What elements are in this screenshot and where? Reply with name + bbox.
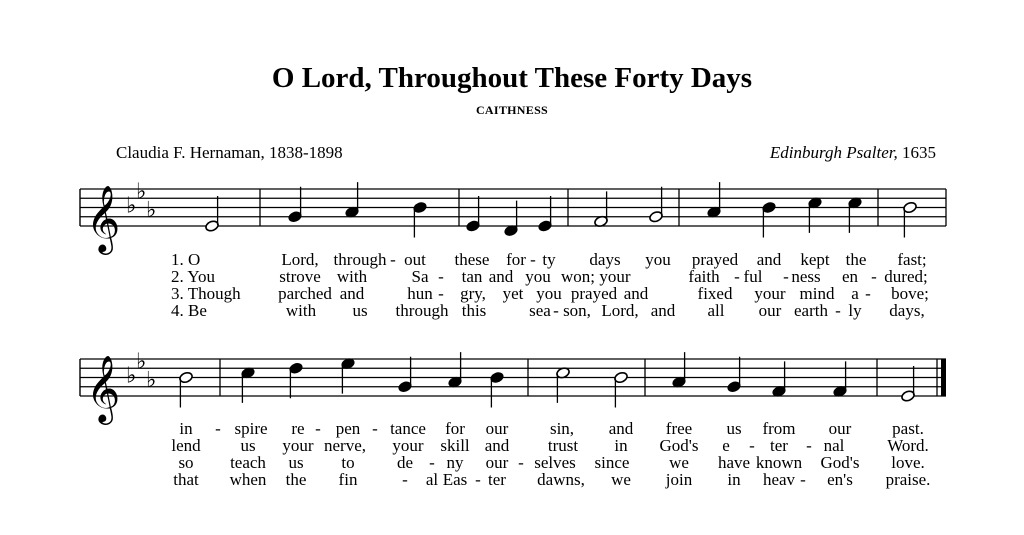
quarter-note: [833, 361, 848, 397]
lyric-syllable: teach: [230, 453, 266, 472]
lyric-syllable: our: [485, 453, 509, 472]
lyric-syllable: earth: [794, 301, 828, 320]
lyric-syllable: lend: [171, 436, 201, 455]
lyric-syllable: have: [717, 453, 751, 472]
lyric-syllable: gry,: [460, 284, 486, 303]
lyric-syllable: us: [240, 436, 256, 455]
flat-icon: ♭: [146, 198, 157, 224]
lyric-syllable: ness: [791, 267, 821, 286]
flat-icon: ♭: [136, 179, 147, 205]
lyric-syllable: fixed: [697, 284, 733, 303]
lyric-syllable: your: [282, 436, 314, 455]
lyric-syllable: and: [339, 284, 365, 303]
lyric-syllable: -: [315, 419, 321, 438]
lyric-syllable: you: [536, 284, 562, 303]
lyric-syllable: son,: [563, 301, 591, 320]
lyric-syllable: -: [475, 470, 481, 489]
lyric-syllable: past.: [892, 419, 924, 438]
lyric-syllable: prayed: [570, 284, 618, 303]
lyric-syllable: Lord,: [601, 301, 639, 320]
lyric-syllable: through: [333, 250, 387, 269]
lyric-syllable: kept: [800, 250, 830, 269]
quarter-note: [345, 182, 360, 218]
lyric-syllable: 2. You: [171, 267, 215, 286]
lyric-syllable: -: [871, 267, 877, 286]
flat-icon: ♭: [136, 349, 147, 375]
lyric-syllable: Eas: [442, 470, 468, 489]
lyric-syllable: dawns,: [537, 470, 585, 489]
quarter-note: [448, 352, 463, 388]
lyric-syllable: -: [806, 436, 812, 455]
lyric-syllable: Sa: [411, 267, 429, 286]
lyric-syllable: and: [608, 419, 634, 438]
lyric-syllable: prayed: [691, 250, 739, 269]
lyric-syllable: and: [650, 301, 676, 320]
lyric-syllable: won;: [561, 267, 595, 286]
lyric-syllable: -: [429, 453, 435, 472]
lyric-syllable: known: [755, 453, 803, 472]
lyric-syllable: Word.: [887, 436, 929, 455]
lyric-syllable: we: [611, 470, 631, 489]
quarter-note: [707, 182, 722, 218]
lyric-syllable: praise.: [885, 470, 931, 489]
lyric-syllable: all: [707, 301, 725, 320]
lyric-syllable: -: [835, 301, 841, 320]
lyric-syllable: heav: [762, 470, 796, 489]
lyric-syllable: your: [599, 267, 631, 286]
quarter-note: [538, 196, 553, 232]
half-note: [901, 366, 916, 402]
lyric-syllable: 1. O: [171, 250, 201, 269]
lyric-syllable: -: [372, 419, 378, 438]
lyric-syllable: tan: [461, 267, 483, 286]
lyric-syllable: dured;: [884, 267, 928, 286]
half-note: [205, 196, 220, 232]
lyric-syllable: you: [525, 267, 551, 286]
lyric-syllable: and: [484, 436, 510, 455]
lyric-syllable: with: [336, 267, 368, 286]
lyric-syllable: -: [438, 267, 444, 286]
lyric-syllable: and: [623, 284, 649, 303]
lyric-syllable: sea: [529, 301, 551, 320]
music-source-year: 1635: [902, 143, 936, 162]
lyric-syllable: our: [828, 419, 852, 438]
quarter-note: [848, 196, 863, 232]
lyric-syllable: the: [845, 250, 867, 269]
lyric-syllable: 3. Though: [171, 284, 241, 303]
lyric-syllable: mind: [799, 284, 835, 303]
lyric-syllable: you: [645, 250, 671, 269]
half-note: [903, 201, 918, 237]
lyric-syllable: skill: [440, 436, 470, 455]
lyric-syllable: -: [438, 284, 444, 303]
lyric-syllable: e: [722, 436, 730, 455]
treble-clef-icon: 𝄞: [86, 354, 121, 422]
lyric-syllable: -: [518, 453, 524, 472]
lyric-syllable: from: [762, 419, 796, 438]
lyric-syllable: -: [215, 419, 221, 438]
lyric-syllable: God's: [659, 436, 699, 455]
lyric-syllable: and: [488, 267, 514, 286]
lyric-syllable: -: [530, 250, 536, 269]
flat-icon: ♭: [126, 363, 137, 389]
lyric-syllable: that: [173, 470, 199, 489]
lyric-syllable: to: [341, 453, 355, 472]
lyric-syllable: fin: [338, 470, 358, 489]
staff-system-2: [80, 350, 946, 425]
lyric-syllable: -: [553, 301, 559, 320]
lyric-syllable: ter: [770, 436, 788, 455]
half-note: [649, 187, 664, 223]
lyric-syllable: in: [614, 436, 628, 455]
lyric-syllable: since: [594, 453, 630, 472]
lyric-syllable: and: [756, 250, 782, 269]
lyric-syllable: selves: [534, 453, 576, 472]
lyric-syllable: in: [727, 470, 741, 489]
flat-icon: ♭: [146, 368, 157, 394]
lyric-syllable: through: [395, 301, 449, 320]
lyric-syllable: us: [726, 419, 742, 438]
quarter-note: [341, 357, 356, 393]
quarter-note: [289, 362, 304, 398]
lyric-syllable: re: [291, 419, 305, 438]
lyric-syllable: days: [589, 250, 621, 269]
lyric-syllable: sin,: [549, 419, 575, 438]
staff-system-1: [80, 180, 946, 255]
lyric-syllable: join: [665, 470, 693, 489]
lyric-syllable: -: [390, 250, 396, 269]
lyric-syllable: ter: [488, 470, 506, 489]
lyric-syllable: with: [285, 301, 317, 320]
flat-icon: ♭: [126, 193, 137, 219]
lyric-syllable: strove: [279, 267, 321, 286]
quarter-note: [413, 201, 428, 237]
quarter-note: [727, 357, 742, 393]
lyric-syllable: -: [865, 284, 871, 303]
lyric-syllable: en's: [827, 470, 853, 489]
lyric-syllable: ful: [743, 267, 763, 286]
lyric-syllable: fast;: [897, 250, 927, 269]
lyric-syllable: spire: [234, 419, 268, 438]
half-note: [614, 371, 629, 407]
quarter-note: [772, 361, 787, 397]
quarter-note: [466, 196, 481, 232]
half-note: [556, 366, 571, 402]
lyric-syllable: we: [669, 453, 689, 472]
lyric-syllable: a: [851, 284, 859, 303]
lyric-syllable: trust: [547, 436, 579, 455]
music-source-title: Edinburgh Psalter,: [769, 143, 898, 162]
quarter-note: [808, 196, 823, 232]
lyric-syllable: God's: [820, 453, 860, 472]
lyric-syllable: nal: [823, 436, 845, 455]
lyric-syllable: out: [404, 250, 426, 269]
lyric-syllable: ly: [848, 301, 862, 320]
half-note: [179, 371, 194, 407]
lyric-syllable: bove;: [891, 284, 929, 303]
lyric-syllable: pen: [335, 419, 361, 438]
lyric-syllable: when: [229, 470, 267, 489]
lyric-syllable: us: [288, 453, 304, 472]
lyric-syllable: for: [506, 250, 526, 269]
lyric-syllable: hun: [407, 284, 433, 303]
lyric-syllable: ty: [542, 250, 556, 269]
quarter-note: [241, 366, 256, 402]
lyric-syllable: the: [285, 470, 307, 489]
lyric-syllable: en: [841, 267, 859, 286]
lyric-syllable: ny: [446, 453, 464, 472]
quarter-note: [504, 201, 519, 237]
lyric-syllable: these: [454, 250, 490, 269]
lyric-syllable: your: [754, 284, 786, 303]
lyric-syllable: -: [783, 267, 789, 286]
quarter-note: [288, 187, 303, 223]
lyric-syllable: love.: [891, 453, 925, 472]
lyric-syllable: nerve,: [323, 436, 367, 455]
lyric-syllable: -: [402, 470, 408, 489]
quarter-note: [672, 352, 687, 388]
lyric-syllable: in: [179, 419, 193, 438]
lyric-syllable: parched: [278, 284, 332, 303]
half-note: [594, 191, 609, 227]
lyric-syllable: our: [485, 419, 509, 438]
tune-name: CAITHNESS: [475, 103, 549, 117]
lyric-syllable: us: [352, 301, 368, 320]
lyric-syllable: 4. Be: [171, 301, 207, 320]
lyric-syllable: this: [461, 301, 487, 320]
treble-clef-icon: 𝄞: [86, 184, 121, 252]
lyric-syllable: so: [178, 453, 194, 472]
quarter-note: [490, 371, 505, 407]
lyric-syllable: free: [665, 419, 693, 438]
quarter-note: [398, 357, 413, 393]
lyric-syllable: your: [392, 436, 424, 455]
lyric-syllable: -: [734, 267, 740, 286]
final-barline: [941, 359, 946, 396]
lyric-syllable: yet: [502, 284, 524, 303]
lyric-syllable: de: [396, 453, 414, 472]
lyric-syllable: tance: [390, 419, 426, 438]
lyric-syllable: our: [758, 301, 782, 320]
lyric-syllable: for: [445, 419, 465, 438]
lyric-syllable: days,: [889, 301, 925, 320]
text-author-credit: Claudia F. Hernaman, 1838-1898: [116, 143, 343, 162]
lyric-syllable: al: [425, 470, 439, 489]
lyric-syllable: -: [800, 470, 806, 489]
lyric-syllable: faith: [688, 267, 720, 286]
quarter-note: [762, 201, 777, 237]
lyric-syllable: -: [749, 436, 755, 455]
hymn-title: O Lord, Throughout These Forty Days: [271, 62, 753, 94]
lyric-syllable: Lord,: [281, 250, 319, 269]
